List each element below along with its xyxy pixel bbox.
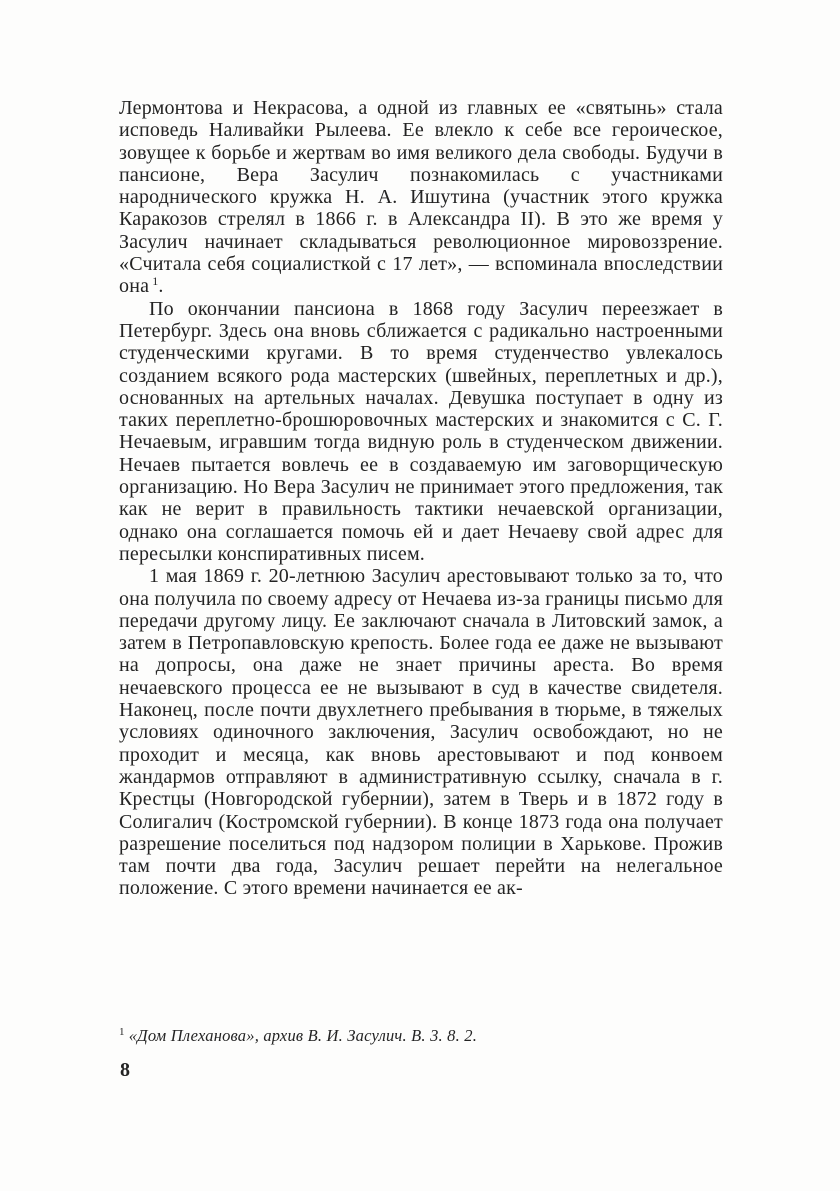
paragraph-1 bbox=[119, 97, 723, 298]
footnote-marker: 1 bbox=[119, 1025, 125, 1038]
paragraph-3: 1 мая 1869 г. 20-летнюю Засулич арестовывают только за то, что она получила по своему адресу от Нечаева из-за границы письмо для передачи другому лицу. Ее заключают сначала в Литовский замок, а затем в Петропавловскую крепость. Более года ее даже не вызывают на допросы, она даже не знает причины ареста. Во время нечаевского процесса ее не вызывают в суд в качестве свидетеля. Наконец, после почти двухлетнего пребывания в тюрьме, в тяжелых условиях одиночного заключения, Засулич освобождают, но не проходит и месяца, как вновь арестовывают и под конвоем жандармов отправляют в административную ссылку, сначала в г. Крестцы (Новгородской губернии), затем в Тверь и в 1872 году в Солигалич (Костромской губернии). В конце 1873 года она получает разрешение поселиться под надзором полиции в Харькове. Прожив там почти два года, Засулич решает перейти на нелегальное положение. С этого времени начинается ее ак- bbox=[119, 565, 723, 900]
paragraph-2: По окончании пансиона в 1868 году Засулич переезжает в Петербург. Здесь она вновь сближается с радикально настроенными студенческими кругами. В то время студенчество увлекалось созданием всякого рода мастерских (швейных, переплетных и др.), основанных на артельных началах. Девушка поступает в одну из таких переплетно-брошюровочных мастерских и знакомится с С. Г. Нечаевым, игравшим тогда видную роль в студенческом движении. Нечаев пытается вовлечь ее в создаваемую им заговорщическую организацию. Но Вера Засулич не принимает этого предложения, так как не верит в правильность тактики нечаевской организации, однако она соглашается помочь ей и дает Нечаеву свой адрес для пересылки конспиративных писем. bbox=[119, 297, 723, 565]
body-text bbox=[119, 97, 723, 900]
footnote-reference: 1 bbox=[152, 273, 159, 288]
footnote bbox=[119, 1026, 723, 1046]
paragraph-1-after: . bbox=[158, 275, 164, 298]
paragraph-1-text: Лермонтова и Некрасова, а одной из главных ее «святынь» стала исповедь Наливайки Рылеева. Ее влекло к себе все героическое, зовущее к борьбе и жертвам во имя великого дела свободы. Будучи в пансионе, Вера Засулич познакомилась с участниками народнического кружка Н. А. Ишутина (участник этого кружка Каракозов стрелял в 1866 г. в Александра II). В это же время у Засулич начинает складываться революционное мировоззрение. «Считала себя социалисткой с 17 лет», — вспоминала впоследствии она bbox=[119, 97, 723, 298]
footnote-text: «Дом Плеханова», архив В. И. Засулич. В. 3. 8. 2. bbox=[128, 1026, 478, 1045]
page-number: 8 bbox=[120, 1059, 130, 1081]
